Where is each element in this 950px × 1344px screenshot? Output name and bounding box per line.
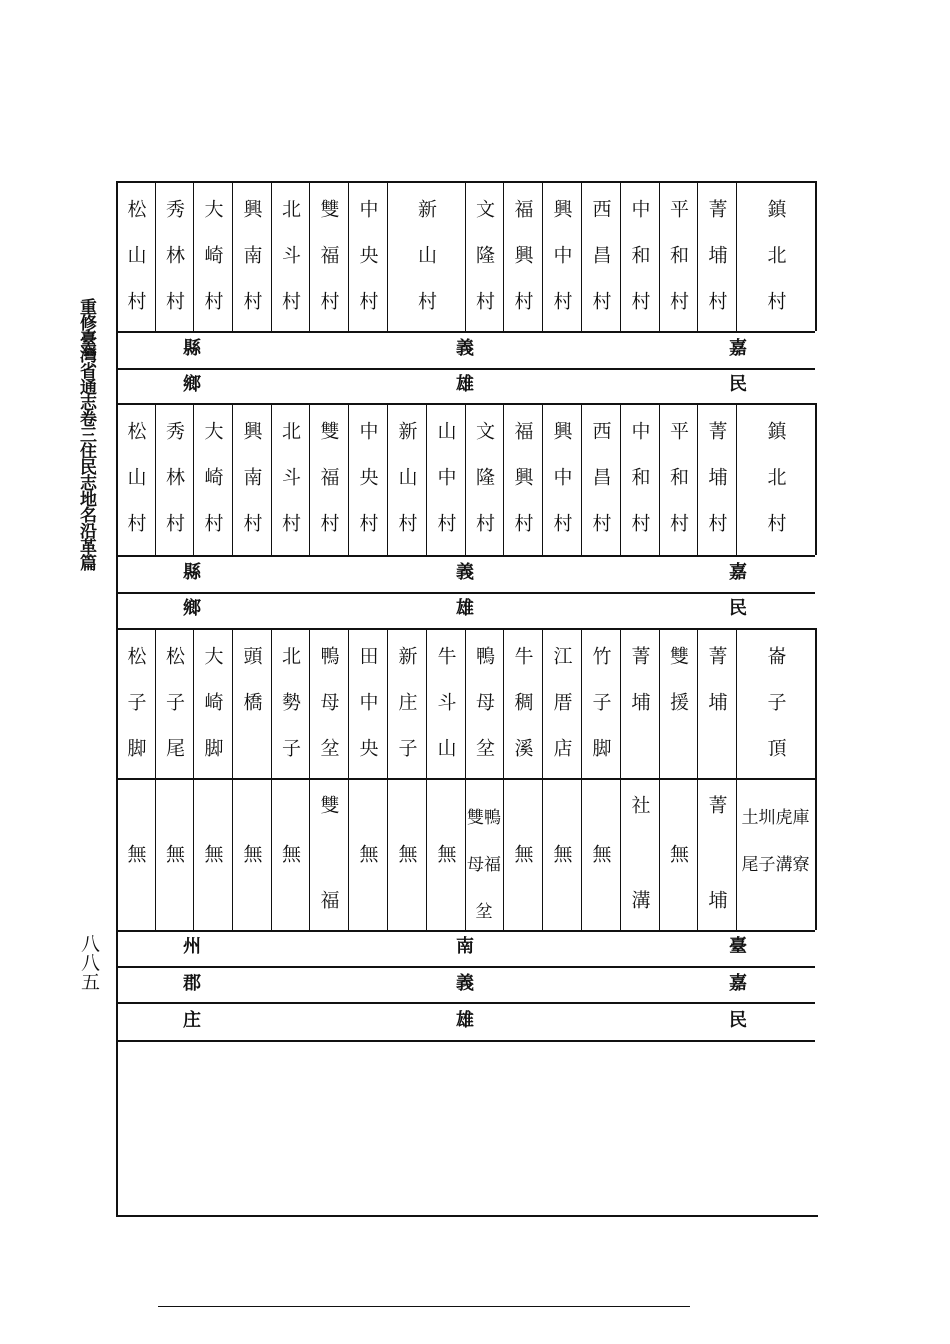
table1-cell: 福興村 — [511, 199, 534, 337]
table-rule — [465, 403, 466, 555]
table3-band1-label: 臺 — [729, 936, 747, 957]
table2-cell: 新山村 — [395, 421, 418, 559]
table3-row2-cell: 無 — [511, 844, 534, 890]
table2-cell: 中和村 — [628, 421, 651, 559]
table-rule — [116, 592, 815, 594]
table-rule — [736, 181, 737, 331]
table1-band2-label: 雄 — [456, 374, 474, 395]
table3-row2-cell: 無 — [550, 844, 573, 890]
table3-cell: 菁埔 — [705, 646, 728, 738]
table2-cell: 松山村 — [124, 421, 147, 559]
table2-cell: 雙福村 — [317, 421, 340, 559]
table1-cell: 平和村 — [667, 199, 689, 337]
table3-row2-cell: 土圳虎庫尾子溝寮 — [741, 808, 810, 875]
table-rule — [348, 181, 349, 331]
table1-cell: 菁埔村 — [705, 199, 728, 337]
table-rule — [387, 181, 388, 331]
footer-rule — [158, 1306, 690, 1307]
table3-cell: 崙子頂 — [764, 646, 787, 784]
table3-band2-label: 郡 — [183, 973, 201, 994]
table3-band1-label: 州 — [183, 936, 201, 957]
table3-row2-cell: 社溝 — [628, 795, 651, 985]
table2-cell: 西昌村 — [589, 421, 612, 559]
table1-cell: 西昌村 — [589, 199, 612, 337]
table1-band2-label: 民 — [729, 374, 747, 395]
table-rule — [426, 403, 427, 555]
table2-cell: 平和村 — [667, 421, 689, 559]
table1-cell: 新山村 — [415, 199, 437, 337]
table-rule — [542, 403, 543, 555]
table-rule — [503, 181, 504, 331]
table1-cell: 中和村 — [628, 199, 651, 337]
table-rule — [620, 403, 621, 555]
table-rule — [232, 403, 233, 555]
table1-cell: 北斗村 — [279, 199, 301, 337]
table2-band1-label: 嘉 — [729, 562, 747, 583]
table-rule — [581, 628, 582, 930]
table-rule — [659, 181, 660, 331]
table-rule — [581, 403, 582, 555]
table1-cell: 雙福村 — [317, 199, 340, 337]
table2-cell: 菁埔村 — [705, 421, 728, 559]
table-rule — [232, 628, 233, 930]
table2-cell: 中央村 — [356, 421, 379, 559]
table3-row2-cell: 無 — [240, 844, 263, 890]
table3-cell: 菁埔 — [628, 646, 651, 738]
page-number: 八八五 — [78, 934, 100, 991]
table3-row2-cell: 菁埔 — [705, 795, 728, 985]
table-rule — [116, 181, 118, 1217]
table3-cell: 田中央 — [356, 646, 379, 784]
table-rule — [193, 628, 194, 930]
table1-cell: 興南村 — [240, 199, 263, 337]
table2-cell: 大崎村 — [201, 421, 224, 559]
table1-cell: 大崎村 — [201, 199, 224, 337]
table-rule — [659, 403, 660, 555]
table-rule — [659, 628, 660, 930]
table-rule — [426, 628, 427, 930]
table3-row2-cell: 無 — [124, 844, 147, 890]
table-rule — [193, 181, 194, 331]
table2-cell: 文隆村 — [473, 421, 495, 559]
table3-row2-cell: 無 — [163, 844, 185, 890]
table-rule — [697, 181, 698, 331]
table-rule — [271, 628, 272, 930]
table1-band2-label: 鄉 — [183, 374, 201, 395]
table3-cell: 鴨母坌 — [473, 646, 495, 784]
table2-cell: 福興村 — [511, 421, 534, 559]
table2-band1-label: 縣 — [183, 562, 201, 583]
table-rule — [620, 181, 621, 331]
table3-cell: 新庄子 — [395, 646, 418, 784]
table-rule — [465, 628, 466, 930]
table2-band1-label: 義 — [456, 562, 474, 583]
table3-row2-cell: 無 — [589, 844, 612, 890]
table-rule — [387, 628, 388, 930]
table2-cell: 北斗村 — [279, 421, 301, 559]
table3-cell: 牛稠溪 — [511, 646, 534, 784]
table3-cell: 頭橋 — [240, 646, 263, 738]
table-rule — [155, 403, 156, 555]
table3-row2-cell: 無 — [356, 844, 379, 890]
table-rule — [736, 403, 737, 555]
table3-row2-cell: 無 — [434, 844, 457, 890]
table-rule — [542, 181, 543, 331]
table-rule — [271, 181, 272, 331]
table3-row2-cell: 無 — [279, 844, 301, 890]
table2-cell: 興中村 — [550, 421, 573, 559]
table-rule — [503, 403, 504, 555]
table-rule — [387, 403, 388, 555]
table-rule — [155, 628, 156, 930]
table2-band2-label: 鄉 — [183, 598, 201, 619]
table1-band1-label: 縣 — [183, 338, 201, 359]
table-rule — [348, 403, 349, 555]
table-rule — [581, 181, 582, 331]
table-rule — [697, 403, 698, 555]
table1-band1-label: 義 — [456, 338, 474, 359]
table3-row2-cell: 雙鴨母福坌 — [467, 808, 501, 922]
table1-band1-label: 嘉 — [729, 338, 747, 359]
table1-cell: 秀林村 — [163, 199, 185, 337]
table-rule — [116, 1215, 818, 1217]
table3-band2-label: 嘉 — [729, 973, 747, 994]
table3-row2-cell: 雙福 — [317, 795, 340, 985]
table-rule — [348, 628, 349, 930]
table-rule — [116, 368, 815, 370]
table3-band3-label: 民 — [729, 1010, 747, 1031]
table1-cell: 中央村 — [356, 199, 379, 337]
table-rule — [815, 628, 817, 930]
table-rule — [309, 628, 310, 930]
table3-band2-label: 義 — [456, 973, 474, 994]
table1-cell: 鎮北村 — [764, 199, 787, 337]
table3-cell: 大崎脚 — [201, 646, 224, 784]
table3-band3-label: 庄 — [183, 1010, 201, 1031]
table2-band2-label: 民 — [729, 598, 747, 619]
table3-cell: 牛斗山 — [434, 646, 457, 784]
table2-cell: 山中村 — [434, 421, 457, 559]
table3-row2-cell: 無 — [667, 844, 689, 890]
table2-cell: 興南村 — [240, 421, 263, 559]
table3-cell: 鴨母坌 — [317, 646, 340, 784]
table3-row2-cell: 無 — [395, 844, 418, 890]
table-rule — [620, 628, 621, 930]
table2-cell: 秀林村 — [163, 421, 185, 559]
table-rule — [309, 403, 310, 555]
table-rule — [815, 403, 817, 555]
table-rule — [116, 1040, 815, 1042]
table2-band2-label: 雄 — [456, 598, 474, 619]
table3-band3-label: 雄 — [456, 1010, 474, 1031]
table3-row2-cell: 無 — [201, 844, 224, 890]
table3-cell: 雙援 — [667, 646, 689, 738]
table-rule — [232, 181, 233, 331]
table1-cell: 文隆村 — [473, 199, 495, 337]
table3-band1-label: 南 — [456, 936, 474, 957]
table-rule — [815, 181, 817, 331]
book-title: 重修臺灣省通志卷三住民志地名沿革篇 — [76, 298, 96, 570]
table-rule — [542, 628, 543, 930]
table2-cell: 鎮北村 — [764, 421, 787, 559]
table-rule — [309, 181, 310, 331]
table3-cell: 竹子脚 — [589, 646, 612, 784]
table-rule — [736, 628, 737, 930]
table-rule — [697, 628, 698, 930]
table-rule — [155, 181, 156, 331]
table3-cell: 江厝店 — [550, 646, 573, 784]
table1-cell: 松山村 — [124, 199, 147, 337]
table1-cell: 興中村 — [550, 199, 573, 337]
table3-cell: 北勢子 — [279, 646, 301, 784]
table3-cell: 松子脚 — [124, 646, 147, 784]
table-rule — [193, 403, 194, 555]
table-rule — [465, 181, 466, 331]
table3-cell: 松子尾 — [163, 646, 185, 784]
table-rule — [503, 628, 504, 930]
table-rule — [116, 1002, 815, 1004]
table-rule — [271, 403, 272, 555]
